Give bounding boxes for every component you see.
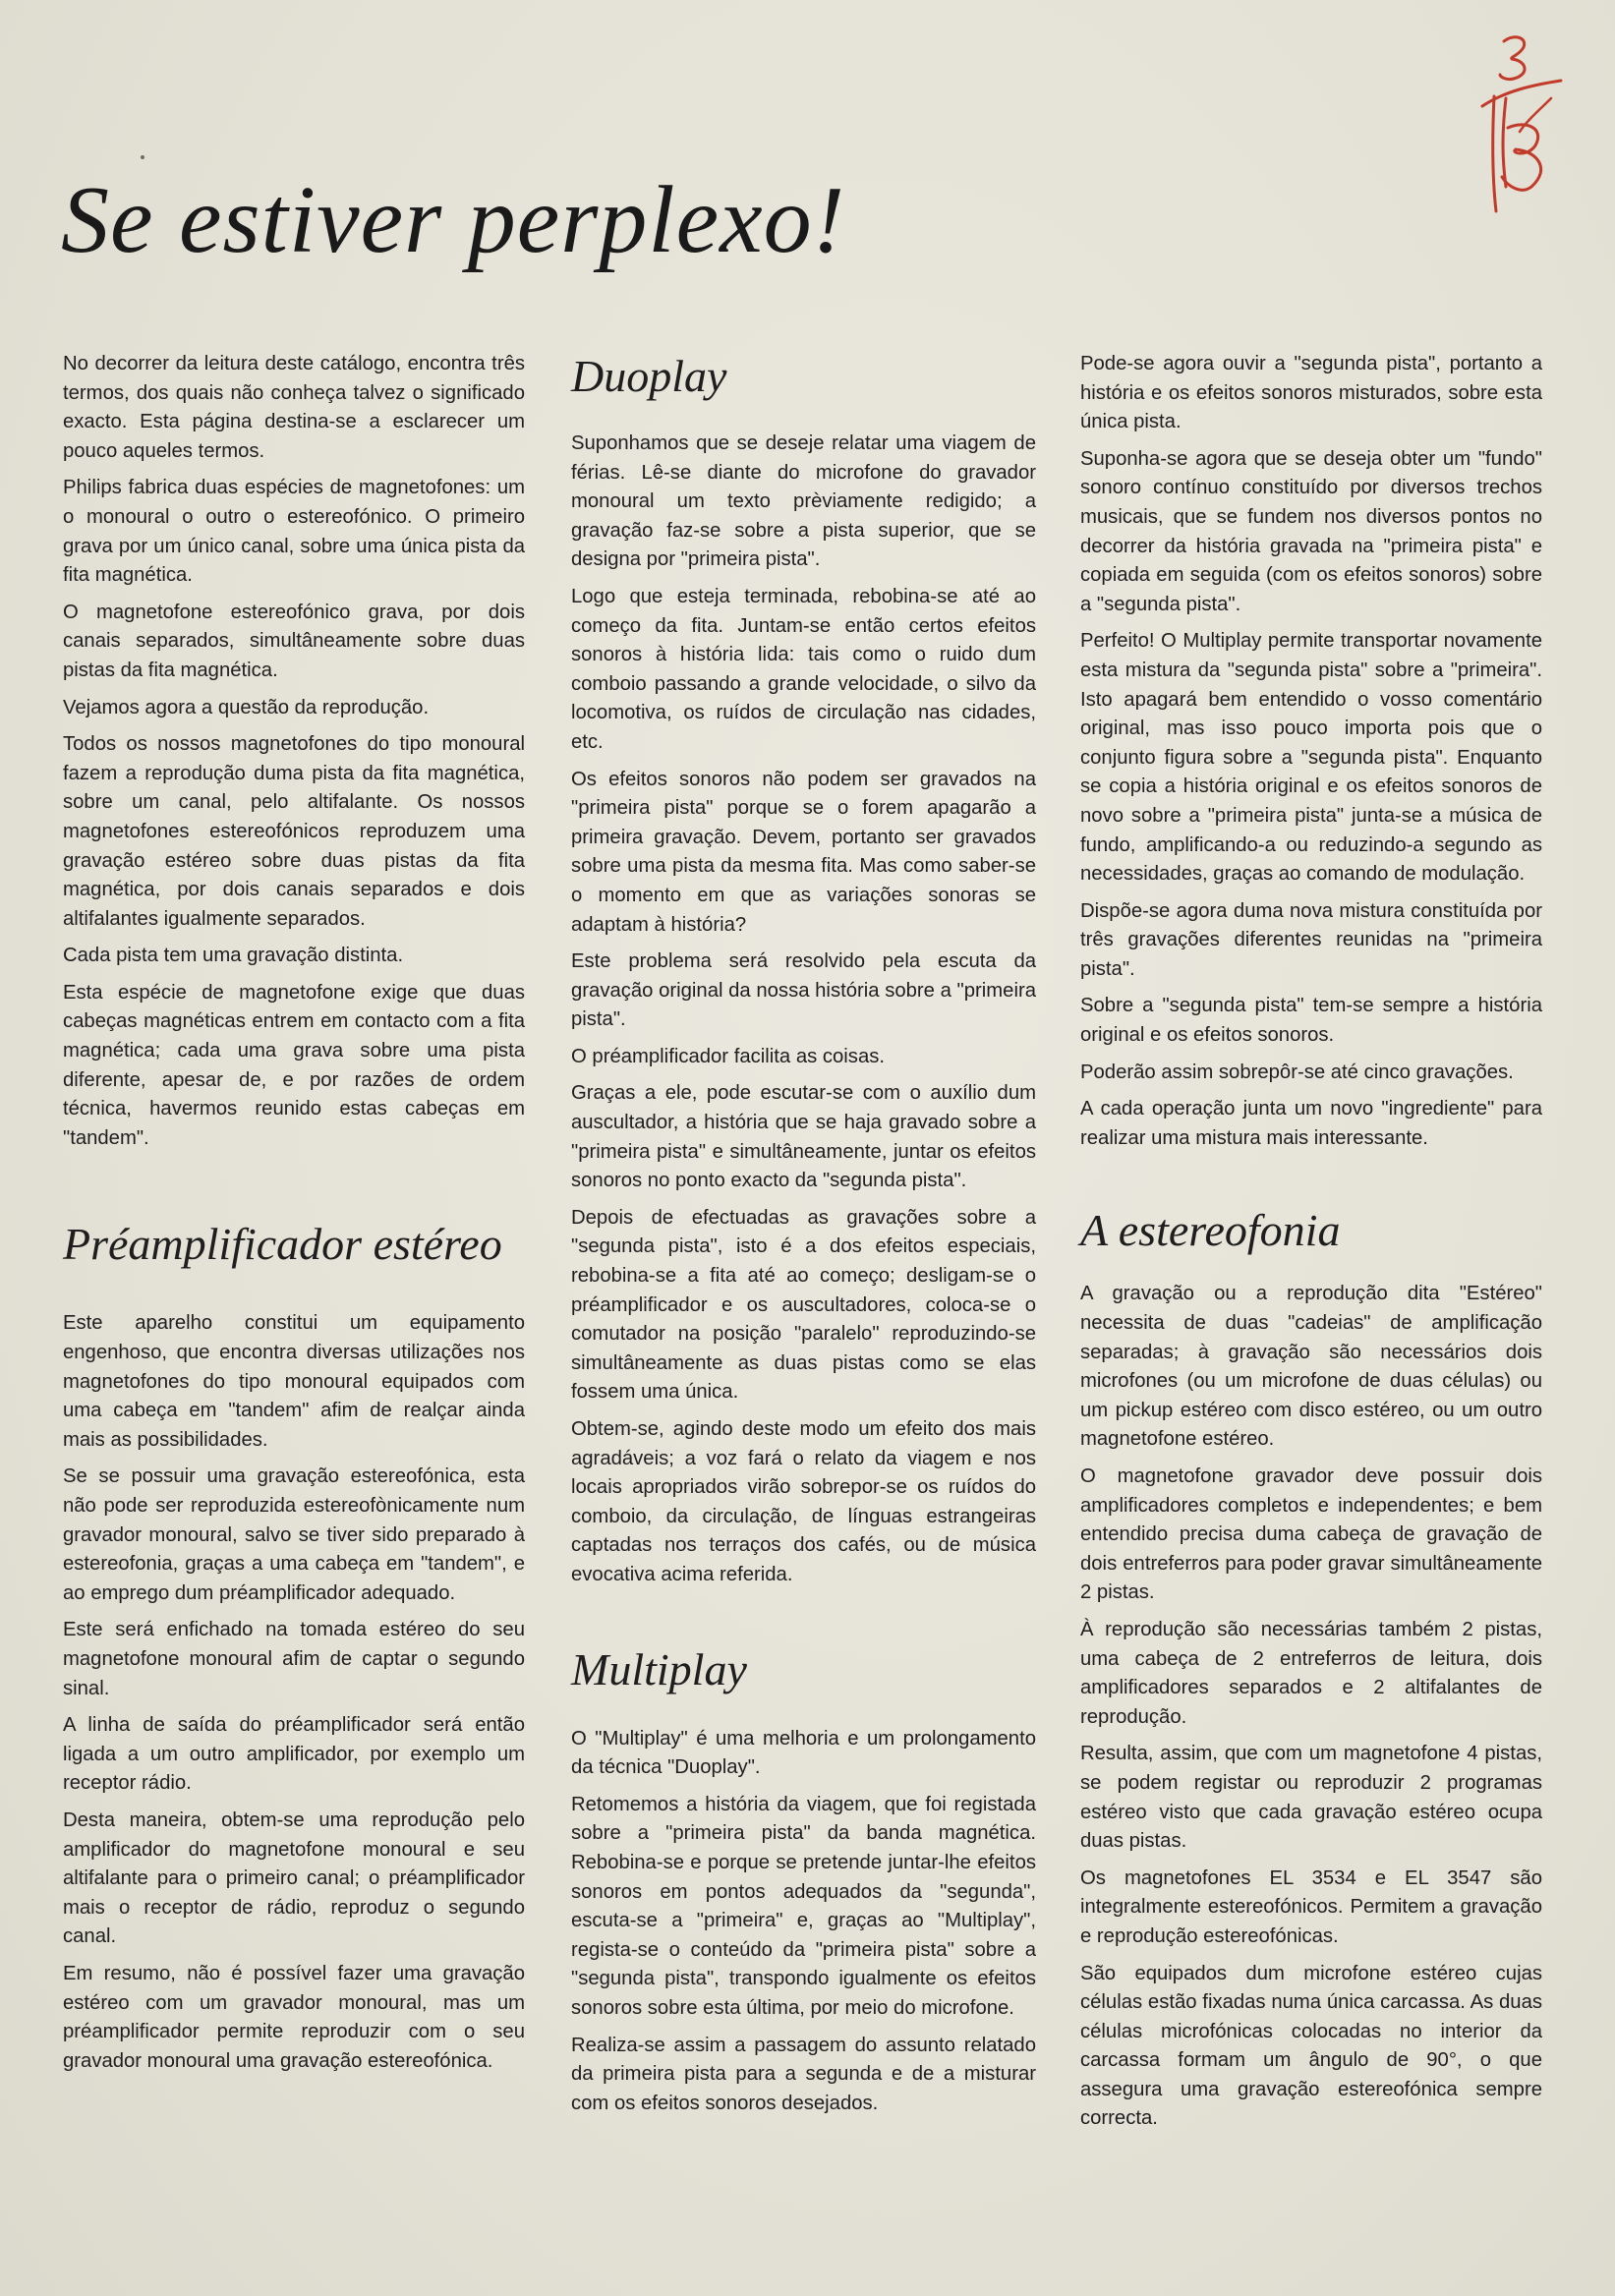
paragraph: A cada operação junta um novo "ingrediente" para realizar uma mistura mais interessante. <box>1080 1098 1542 1149</box>
paragraph: A gravação ou a reprodução dita "Estéreo" necessita de duas "cadeias" de amplificação separadas; à gravação são necessários dois microfones (ou um microfone de duas células) ou um pickup estéreo com disco estéreo, ou um outro magnetofone estéreo. <box>1080 1283 1542 1451</box>
column-right <box>1080 350 1542 2142</box>
paragraph: Depois de efectuadas as gravações sobre a "segunda pista", isto é a dos efeitos especiais, rebobina-se a fita até ao começo; desligam-se o préamplificador e os auscultadores, coloca-se o comutador na posição "paralelo" reproduzindo-se simultâneamente as duas pistas como se elas fossem uma única. <box>571 1206 1036 1404</box>
paragraph: Sobre a "segunda pista" tem-se sempre a história original e os efeitos sonoros. <box>1080 995 1542 1047</box>
paragraph: Resulta, assim, que com um magnetofone 4 pistas, se podem registar ou reproduzir 2 programas estéreo visto que cada gravação estéreo ocupa duas pistas. <box>1080 1743 1542 1853</box>
paragraph: Suponha-se agora que se deseja obter um "fundo" sonoro contínuo constituído por diversos trechos musicais, que se fundem nos diversos pontos no decorrer da história gravada na "primeira pista" e copiada em seguida (com os efeitos sonoros) sobre a "segunda pista". <box>1080 447 1542 615</box>
speck <box>141 155 144 159</box>
paragraph: Os efeitos sonoros não podem ser gravados na "primeira pista" porque se o forem apagarão a primeira gravação. Devem, portanto ser gravados sobre uma pista da mesma fita. Mas como saber-se o momento em que as variações sonoras se adaptam à história? <box>571 768 1036 936</box>
paragraph: O "Multiplay" é uma melhoria e um prolongamento da técnica "Duoplay". <box>571 1727 1036 1779</box>
section-heading-multiplay: Multiplay <box>571 1643 747 1694</box>
paragraph: O magnetofone gravador deve possuir dois amplificadores completos e independentes; e bem entendido precisa duma cabeça de gravação de dois entreferros para poder gravar simultâneamente 2 pistas. <box>1080 1465 1542 1604</box>
paragraph: À reprodução são necessárias também 2 pistas, uma cabeça de 2 entreferros de leitura, dois amplificadores separados e 2 altifalantes de reprodução. <box>1080 1618 1542 1728</box>
paragraph: Obtem-se, agindo deste modo um efeito dos mais agradáveis; a voz fará o relato da viagem e nos locais apropriados virão sobrepor-se os ruídos do comboio, da circulação, de línguas estrangeiras captadas nos terraços dos cafés, ou de música evocativa acima referida. <box>571 1418 1036 1585</box>
column-left <box>63 350 525 2084</box>
paragraph: Vejamos agora a questão da reprodução. <box>63 696 430 718</box>
section-heading-preamplificador: Préamplificador estéreo <box>63 1219 502 1270</box>
paragraph: Esta espécie de magnetofone exige que duas cabeças magnéticas entrem em contacto com a fita magnética; cada uma grava sobre uma pista diferente, apesar de, e por razões de ordem técnica, havermos reunido estas cabeças em "tandem". <box>63 981 525 1149</box>
paragraph: Perfeito! O Multiplay permite transportar novamente esta mistura da "segunda pista" sobre a "primeira". Isto apagará bem entendido o vosso comentário original, mas isso pouco importa pois que o conjunto figura sobre a "segunda pista". Enquanto se copia a história original e os efeitos sonoros de novo sobre a "primeira pista" junta-se a música de fundo, amplificando-a ou reduzindo-a segundo as necessidades, graças ao comando de modulação. <box>1080 630 1542 886</box>
column-middle <box>571 350 1036 2126</box>
handwritten-number-mark-icon <box>1467 29 1565 226</box>
paragraph: Philips fabrica duas espécies de magnetofones: um o monoural o outro o estereofónico. O primeiro grava por um único canal, sobre uma única pista da fita magnética. <box>63 477 525 587</box>
paragraph: Suponhamos que se deseje relatar uma viagem de férias. Lê-se diante do microfone do gravador monoural um texto prèviamente redigido; a gravação faz-se sobre a pista superior, que se designa por "primeira pista". <box>571 432 1036 571</box>
section-heading-estereofonia: A estereofonia <box>1080 1205 1341 1256</box>
paragraph: Em resumo, não é possível fazer uma gravação estéreo com um gravador monoural, mas um préamplificador permite reproduzir com o seu gravador monoural uma gravação estereofónica. <box>63 1962 525 2072</box>
paragraph: Este problema será resolvido pela escuta da gravação original da nossa história sobre a "primeira pista". <box>571 950 1036 1031</box>
paragraph: Dispõe-se agora duma nova mistura constituída por três gravações diferentes reunidas na "primeira pista". <box>1080 899 1542 980</box>
paragraph: Cada pista tem uma gravação distinta. <box>63 945 404 967</box>
paragraph: O préamplificador facilita as coisas. <box>571 1045 885 1067</box>
paragraph: Pode-se agora ouvir a "segunda pista", portanto a história e os efeitos sonoros misturados, sobre esta única pista. <box>1080 353 1542 433</box>
paragraph: Poderão assim sobrepôr-se até cinco gravações. <box>1080 1061 1514 1083</box>
paragraph: Todos os nossos magnetofones do tipo monoural fazem a reprodução duma pista da fita magnética, sobre um canal, pelo altifalante. Os nossos magnetofones estereofónicos reproduzem uma gravação estéreo sobre duas pistas da fita magnética, por dois canais separados e dois altifalantes igualmente separados. <box>63 733 525 930</box>
section-heading-duoplay: Duoplay <box>571 351 727 401</box>
paragraph: Este aparelho constitui um equipamento engenhoso, que encontra diversas utilizações nos magnetofones do tipo monoural equipados com uma cabeça em "tandem" afim de realçar ainda mais as possibilidades. <box>63 1312 525 1451</box>
paragraph: No decorrer da leitura deste catálogo, encontra três termos, dos quais não conheça talvez o significado exacto. Esta página destina-se a esclarecer um pouco aqueles termos. <box>63 353 525 462</box>
paragraph: Os magnetofones EL 3534 e EL 3547 são integralmente estereofónicos. Permitem a gravação e reprodução estereofónicas. <box>1080 1866 1542 1947</box>
paragraph: O magnetofone estereofónico grava, por dois canais separados, simultâneamente sobre duas pistas da fita magnética. <box>63 601 525 681</box>
paragraph: São equipados dum microfone estéreo cujas células estão fixadas numa única carcassa. As duas células microfónicas colocadas no interior da carcassa formam um ângulo de 90°, o que assegura uma gravação estereofónica sempre correcta. <box>1080 1962 1542 2130</box>
page-title: Se estiver perplexo! <box>61 167 846 273</box>
paragraph: Retomemos a história da viagem, que foi registada sobre a "primeira pista" da banda magnética. Rebobina-se e porque se pretende juntar-lhe efeitos sonoros em pontos adequados da "segunda", escuta-se a "primeira" e, graças ao "Multiplay", regista-se o conteúdo da "primeira pista" sobre a "segunda pista", transpondo igualmente os efeitos sonoros sobre esta última, por meio do microfone. <box>571 1793 1036 2019</box>
paragraph: Graças a ele, pode escutar-se com o auxílio dum auscultador, a história que se haja gravado sobre a "primeira pista" e simultâneamente, juntar os efeitos sonoros no ponto exacto da "segunda pista". <box>571 1082 1036 1192</box>
paragraph: Logo que esteja terminada, rebobina-se até ao começo da fita. Juntam-se então certos efeitos sonoros à história lida: tais como o ruido dum comboio passando a grande velocidade, o silvo da locomotiva, os ruídos de circulação nas cidades, etc. <box>571 585 1036 753</box>
paragraph: A linha de saída do préamplificador será então ligada a um outro amplificador, por exemplo um receptor rádio. <box>63 1714 525 1795</box>
paragraph: Se se possuir uma gravação estereofónica, esta não pode ser reproduzida estereofònicamente num gravador monoural, salvo se tiver sido preparado à estereofonia, graças a uma cabeça em "tandem", e ao emprego dum préamplificador adequado. <box>63 1465 525 1604</box>
paragraph: Desta maneira, obtem-se uma reprodução pelo amplificador do magnetofone monoural e seu altifalante para o primeiro canal; o préamplificador mais o receptor de rádio, reproduz o segundo canal. <box>63 1808 525 1948</box>
paragraph: Este será enfichado na tomada estéreo do seu magnetofone monoural afim de captar o segundo sinal. <box>63 1619 525 1699</box>
paragraph: Realiza-se assim a passagem do assunto relatado da primeira pista para a segunda e de a misturar com os efeitos sonoros desejados. <box>571 2034 1036 2114</box>
